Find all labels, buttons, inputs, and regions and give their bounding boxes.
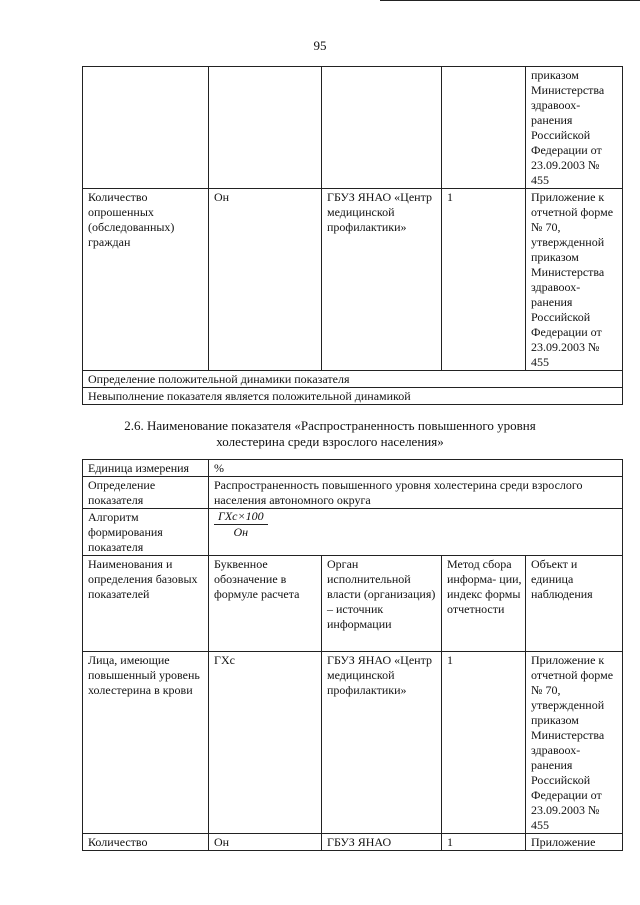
table-cell: ГБУЗ ЯНАО «Центр медицинской профилактики» <box>322 189 442 371</box>
formula-numerator: ГХс×100 <box>214 510 268 525</box>
section-heading-line1: 2.6. Наименование показателя «Распространенность повышенного уровня <box>124 418 536 433</box>
table-cell <box>209 67 322 189</box>
section-heading-line2: холестерина среди взрослого населения» <box>216 434 444 449</box>
table-cell <box>442 67 526 189</box>
table-cell: Приложение к отчетной форме № 70, утвержденной приказом Министерства здравоох- ранения Российской Федерации от 23.09.2003 № 455 <box>526 189 623 371</box>
table-cell: ГБУЗ ЯНАО «Центр медицинской профилактики» <box>322 652 442 834</box>
formula-denominator: Он <box>233 525 249 539</box>
indicator-passport-table <box>82 459 623 851</box>
table-cell: 1 <box>442 189 526 371</box>
table-cell: Количество <box>83 834 209 851</box>
table-cell: ГХс <box>209 652 322 834</box>
top-rule <box>380 0 640 1</box>
table-cell: Количество опрошенных (обследованных) граждан <box>83 189 209 371</box>
table-row <box>83 371 623 388</box>
definition-label: Определение показателя <box>83 477 209 509</box>
header-cell: Орган исполнительной власти (организация) – источник информации <box>322 556 442 652</box>
non-fulfillment-note: Невыполнение показателя является положительной динамикой <box>83 388 623 405</box>
positive-dynamics-note: Определение положительной динамики показателя <box>83 371 623 388</box>
table-cell: Лица, имеющие повышенный уровень холестерина в крови <box>83 652 209 834</box>
table-cell: Он <box>209 189 322 371</box>
unit-label: Единица измерения <box>83 460 209 477</box>
page-number: 95 <box>313 38 327 53</box>
table-cell: 1 <box>442 834 526 851</box>
unit-value: % <box>209 460 623 477</box>
table-cell: ГБУЗ ЯНАО <box>322 834 442 851</box>
header-cell: Буквенное обозначение в формуле расчета <box>209 556 322 652</box>
table-cell: приказом Министерства здравоох- ранения Российской Федерации от 23.09.2003 № 455 <box>526 67 623 189</box>
header-cell: Метод сбора информа- ции, индекс формы отчетности <box>442 556 526 652</box>
table-row <box>83 477 623 509</box>
table-row <box>83 834 623 851</box>
table-cell: Приложение к отчетной форме № 70, утвержденной приказом Министерства здравоох- ранения Российской Федерации от 23.09.2003 № 455 <box>526 652 623 834</box>
table-row <box>83 460 623 477</box>
table-cell: Он <box>209 834 322 851</box>
formula <box>214 510 268 539</box>
table-row <box>83 67 623 189</box>
table-cell <box>322 67 442 189</box>
table-header-row <box>83 556 623 652</box>
indicator-sources-table-continued <box>82 66 623 405</box>
table-cell: Приложение <box>526 834 623 851</box>
table-row <box>83 652 623 834</box>
definition-value: Распространенность повышенного уровня холестерина среди взрослого населения автономного округа <box>209 477 623 509</box>
header-cell: Наименования и определения базовых показателей <box>83 556 209 652</box>
table-cell <box>83 67 209 189</box>
table-cell: 1 <box>442 652 526 834</box>
table-row <box>83 189 623 371</box>
header-cell: Объект и единица наблюдения <box>526 556 623 652</box>
algorithm-formula-cell <box>209 509 623 556</box>
table-row <box>83 388 623 405</box>
table-row <box>83 509 623 556</box>
section-heading <box>60 418 600 450</box>
algorithm-label: Алгоритм формирования показателя <box>83 509 209 556</box>
